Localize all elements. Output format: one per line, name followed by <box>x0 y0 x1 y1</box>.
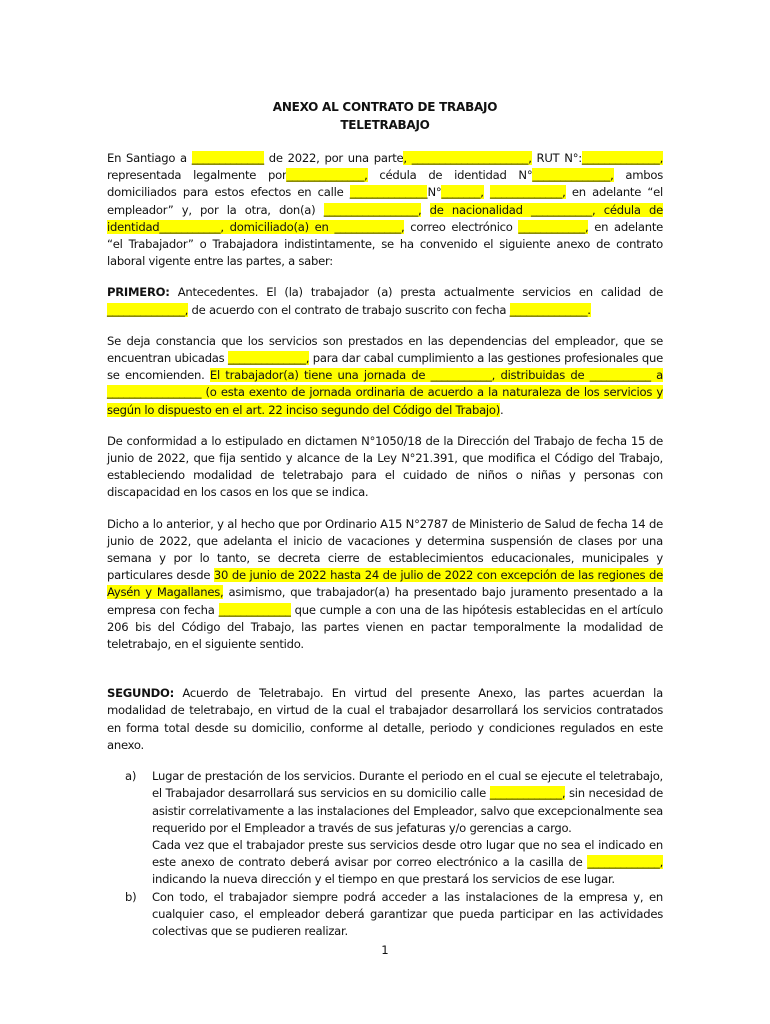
item-text: Lugar de prestación de los servicios. Durante el periodo en el cual se ejecute el teletrabajo, el Trabajador desarrollará sus servicios en su domicilio calle <box>152 769 663 801</box>
clause-text: de acuerdo con el contrato de trabajo suscrito con fecha <box>188 302 510 317</box>
clause-items-list <box>107 768 663 940</box>
paragraph-text: para dar cabal cumplimiento a las gestiones profesionales que se encomienden. <box>107 351 663 383</box>
blank-field-worker-name: _________________, <box>323 202 422 217</box>
dictamen-paragraph: De conformidad a lo estipulado en dictamen N°1050/18 de la Dirección del Trabajo de fecha 15 de junio de 2022, que fija sentido y alcance de la Ley N°21.391, que modifica el Código del Trabajo, estableciendo modalidad de teletrabajo para el cuidado de niños o niñas y personas con discapacidad en los casos en los que se indica. <box>107 433 663 500</box>
clause-text: Antecedentes. El (la) trabajador (a) presta actualmente servicios en calidad de <box>169 285 663 300</box>
intro-text: correo electrónico <box>404 219 519 234</box>
paragraph-text: Se deja constancia que los servicios son prestados en las dependencias del empleador, que se encuentran ubicadas <box>107 333 663 366</box>
item-text: Cada vez que el trabajador preste sus servicios desde otro lugar que no sea el indicado en este anexo de contrato deberá avisar por correo electrónico a la casilla de <box>152 837 663 870</box>
intro-text: RUT N°: <box>531 151 582 165</box>
blank-field-home-street: _____________, <box>489 786 566 801</box>
intro-paragraph <box>107 150 663 270</box>
paragraph-text: Dicho a lo anterior, y al hecho que por Ordinario A15 N°2787 de Ministerio de Salud de fecha 14 de junio de 2022, que adelanta el inicio de vacaciones y determina suspensión de clases por una semana y por lo tanto, se decreta cierre de establecimientos educacionales, municipales y particulares desde <box>107 516 663 583</box>
clause-label: PRIMERO: <box>107 285 170 300</box>
blank-field-date: _____________ <box>191 151 264 165</box>
list-marker: a) <box>125 769 137 784</box>
document-title: ANEXO AL CONTRATO DE TRABAJO <box>272 100 498 114</box>
blank-field-mailbox: _____________, <box>587 855 663 870</box>
intro-text: En Santiago a <box>107 151 192 165</box>
blank-field-number: _______, <box>441 185 484 200</box>
clause-primero <box>107 284 663 318</box>
document-subtitle: TELETRABAJO <box>340 118 430 132</box>
highlighted-work-schedule: El trabajador(a) tiene una jornada de ___________, distribuidas de ___________ a _________________ (o esta exento de jornada ordinaria de acuerdo a la naturaleza de los servicios y según lo dispuesto en el art. 22 inciso segundo del Código del Trabajo) <box>107 368 664 417</box>
ordinario-paragraph <box>107 516 663 654</box>
blank-field-position: ______________, <box>107 302 189 317</box>
blank-field-rut: ______________, <box>581 151 663 165</box>
blank-field-commune: _____________, <box>490 185 566 200</box>
constancia-paragraph <box>107 333 663 419</box>
clause-segundo <box>107 685 663 754</box>
item-text: sin necesidad de asistir correlativamente a las instalaciones del Empleador, salvo que excepcionalmente sea requerido por el Empleador a través de sus jefaturas y/o gerencias a cargo. <box>152 786 663 835</box>
list-item-b <box>125 889 663 941</box>
intro-text: en adelante “el empleador” y, por la otra, don(a) <box>107 185 664 217</box>
section-spacer <box>107 667 663 685</box>
intro-text: N° <box>427 185 442 200</box>
paragraph-text: asimismo, que trabajador(a) ha presentado bajo juramento presentado a la empresa con fecha <box>107 585 663 617</box>
blank-field-representative: ______________, <box>286 168 368 183</box>
blank-field-employer-name: , _____________________, <box>403 151 532 165</box>
blank-field-location: ______________, <box>228 351 310 366</box>
paragraph-text: . <box>500 402 504 417</box>
intro-text: representada legalmente por <box>107 168 287 183</box>
intro-text: cédula de identidad N° <box>367 168 533 183</box>
intro-text: en adelante “el Trabajador” o Trabajadora indistintamente, se ha convenido el siguiente anexo de contrato laboral vigente entre las partes, a saber: <box>107 219 663 269</box>
blank-field-street: ______________ <box>349 185 428 200</box>
document-body <box>107 98 663 940</box>
blank-field-email: ____________, <box>518 219 589 234</box>
blank-field-contract-date: ______________. <box>509 302 591 317</box>
highlighted-worker-details: de nacionalidad ___________, cédula de identidad___________, domiciliado(a) en ____________, <box>107 202 663 234</box>
highlighted-dates: 30 de junio de 2022 hasta 24 de julio de 2022 con excepción de las regiones de Aysén y Magallanes, <box>107 568 663 600</box>
list-item-a <box>125 768 663 888</box>
blank-field-id: ______________, <box>532 168 614 183</box>
page-number: 1 <box>381 943 389 957</box>
clause-label: SEGUNDO: <box>107 686 175 701</box>
intro-text: de 2022, por una parte <box>263 151 404 165</box>
intro-text: ambos domiciliados para estos efectos en calle <box>107 168 663 200</box>
item-text: Con todo, el trabajador siempre podrá acceder a las instalaciones de la empresa y, en cualquier caso, el empleador deberá garantizar que pueda participar en las actividades colectivas que se pudieren realizar. <box>152 889 663 938</box>
clause-text: Acuerdo de Teletrabajo. En virtud del presente Anexo, las partes acuerdan la modalidad de teletrabajo, en virtud de la cual el trabajador desarrollará los servicios contratados en forma total desde su domicilio, conforme al detalle, periodo y condiciones regulados en este anexo. <box>107 686 663 752</box>
list-marker: b) <box>125 889 137 904</box>
intro-text <box>421 203 429 217</box>
item-text: indicando la nueva dirección y el tiempo en que prestará los servicios de ese lugar. <box>152 872 615 887</box>
paragraph-text: que cumple a con una de las hipótesis establecidas en el artículo 206 bis del Código del Trabajo, las partes vienen en pactar temporalmente la modalidad de teletrabajo, en el siguiente sentido. <box>107 602 663 652</box>
blank-field-sworn-date: _____________ <box>218 602 291 617</box>
